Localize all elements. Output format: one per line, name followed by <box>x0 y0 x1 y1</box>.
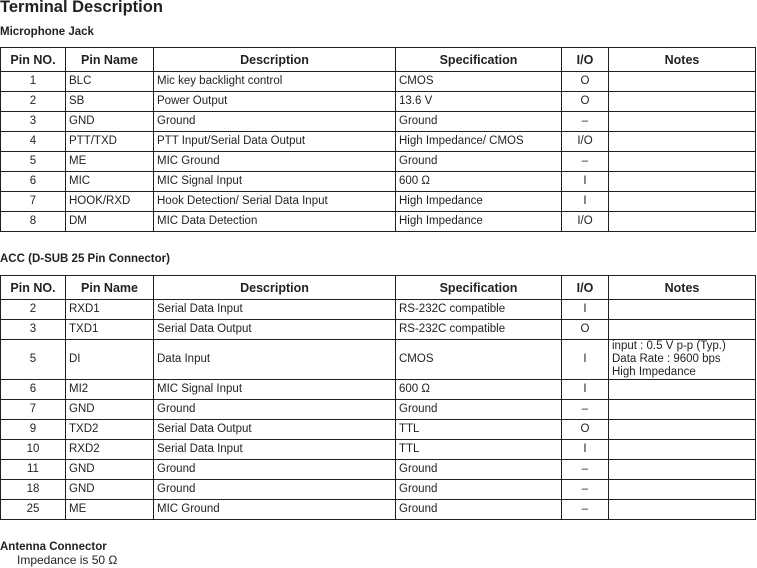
io-cell: O <box>562 320 609 340</box>
table-row <box>1 132 756 152</box>
pin-name-cell: GND <box>66 480 154 500</box>
section-label-microphone-jack: Microphone Jack <box>0 26 94 38</box>
note-line: Data Rate : 9600 bps <box>612 353 721 365</box>
header-specification: Specification <box>396 48 562 72</box>
description-cell: Ground <box>154 400 396 420</box>
pin-name-cell: RXD2 <box>66 440 154 460</box>
pin-no-cell: 11 <box>1 460 66 480</box>
table-row <box>1 320 756 340</box>
notes-cell <box>609 212 756 232</box>
header-description: Description <box>154 48 396 72</box>
table-row <box>1 300 756 320</box>
description-cell: Data Input <box>154 340 396 380</box>
table-header-row <box>1 276 756 300</box>
pin-name-cell: PTT/TXD <box>66 132 154 152</box>
io-cell: I <box>562 380 609 400</box>
pin-name-cell: ME <box>66 152 154 172</box>
note-line: input : 0.5 V p-p (Typ.) <box>612 340 726 352</box>
description-cell: Serial Data Output <box>154 420 396 440</box>
pin-name-cell: HOOK/RXD <box>66 192 154 212</box>
pin-name-cell: DM <box>66 212 154 232</box>
io-cell: I <box>562 192 609 212</box>
table-header-row <box>1 48 756 72</box>
table-row <box>1 460 756 480</box>
description-cell: MIC Data Detection <box>154 212 396 232</box>
specification-cell: RS-232C compatible <box>396 300 562 320</box>
specification-cell: TTL <box>396 440 562 460</box>
description-cell: Power Output <box>154 92 396 112</box>
table-row <box>1 480 756 500</box>
notes-cell <box>609 480 756 500</box>
notes-cell <box>609 420 756 440</box>
notes-cell <box>609 112 756 132</box>
pin-name-cell: BLC <box>66 72 154 92</box>
description-cell: Hook Detection/ Serial Data Input <box>154 192 396 212</box>
pin-name-cell: TXD1 <box>66 320 154 340</box>
io-cell: I/O <box>562 212 609 232</box>
specification-cell: 600 Ω <box>396 172 562 192</box>
notes-cell <box>609 132 756 152</box>
table-row <box>1 92 756 112</box>
io-cell: I/O <box>562 132 609 152</box>
description-cell: Mic key backlight control <box>154 72 396 92</box>
io-cell: – <box>562 500 609 520</box>
specification-cell: CMOS <box>396 340 562 380</box>
note-line: High Impedance <box>612 366 696 378</box>
table-row <box>1 420 756 440</box>
header-notes: Notes <box>609 276 756 300</box>
notes-cell <box>609 440 756 460</box>
table-row <box>1 400 756 420</box>
io-cell: I <box>562 340 609 380</box>
description-cell: PTT Input/Serial Data Output <box>154 132 396 152</box>
specification-cell: TTL <box>396 420 562 440</box>
io-cell: O <box>562 72 609 92</box>
pin-name-cell: TXD2 <box>66 420 154 440</box>
description-cell: MIC Ground <box>154 500 396 520</box>
table-row <box>1 212 756 232</box>
io-cell: O <box>562 420 609 440</box>
pin-no-cell: 18 <box>1 480 66 500</box>
notes-cell <box>609 400 756 420</box>
antenna-impedance-text: Impedance is 50 Ω <box>17 553 118 567</box>
pin-name-cell: ME <box>66 500 154 520</box>
notes-cell <box>609 460 756 480</box>
pin-name-cell: MI2 <box>66 380 154 400</box>
specification-cell: High Impedance/ CMOS <box>396 132 562 152</box>
table-row <box>1 380 756 400</box>
pin-no-cell: 5 <box>1 152 66 172</box>
header-description: Description <box>154 276 396 300</box>
notes-cell <box>609 340 756 380</box>
header-notes: Notes <box>609 48 756 72</box>
description-cell: Ground <box>154 460 396 480</box>
io-cell: I <box>562 440 609 460</box>
header-specification: Specification <box>396 276 562 300</box>
notes-cell <box>609 92 756 112</box>
specification-cell: CMOS <box>396 72 562 92</box>
specification-cell: RS-232C compatible <box>396 320 562 340</box>
pin-no-cell: 5 <box>1 340 66 380</box>
specification-cell: 13.6 V <box>396 92 562 112</box>
header-pin-no: Pin NO. <box>1 48 66 72</box>
pin-no-cell: 3 <box>1 112 66 132</box>
pin-name-cell: SB <box>66 92 154 112</box>
io-cell: – <box>562 152 609 172</box>
specification-cell: Ground <box>396 152 562 172</box>
header-io: I/O <box>562 276 609 300</box>
pin-name-cell: GND <box>66 400 154 420</box>
table-row <box>1 72 756 92</box>
pin-no-cell: 7 <box>1 192 66 212</box>
pin-name-cell: GND <box>66 460 154 480</box>
table-row <box>1 440 756 460</box>
specification-cell: Ground <box>396 500 562 520</box>
io-cell: – <box>562 400 609 420</box>
acc-connector-table <box>0 275 756 520</box>
antenna-connector-label: Antenna Connector <box>0 541 107 553</box>
pin-name-cell: DI <box>66 340 154 380</box>
specification-cell: Ground <box>396 400 562 420</box>
description-cell: Ground <box>154 480 396 500</box>
specification-cell: High Impedance <box>396 192 562 212</box>
description-cell: MIC Signal Input <box>154 172 396 192</box>
pin-no-cell: 3 <box>1 320 66 340</box>
pin-no-cell: 10 <box>1 440 66 460</box>
description-cell: MIC Signal Input <box>154 380 396 400</box>
header-pin-no: Pin NO. <box>1 276 66 300</box>
notes-cell <box>609 192 756 212</box>
description-cell: Ground <box>154 112 396 132</box>
specification-cell: High Impedance <box>396 212 562 232</box>
io-cell: O <box>562 92 609 112</box>
table-row <box>1 192 756 212</box>
pin-name-cell: MIC <box>66 172 154 192</box>
pin-name-cell: RXD1 <box>66 300 154 320</box>
io-cell: I <box>562 172 609 192</box>
table-row <box>1 112 756 132</box>
notes-cell <box>609 152 756 172</box>
pin-no-cell: 8 <box>1 212 66 232</box>
header-pin-name: Pin Name <box>66 48 154 72</box>
pin-no-cell: 1 <box>1 72 66 92</box>
description-cell: Serial Data Input <box>154 300 396 320</box>
notes-cell <box>609 72 756 92</box>
specification-cell: Ground <box>396 460 562 480</box>
io-cell: – <box>562 112 609 132</box>
notes-cell <box>609 500 756 520</box>
notes-cell <box>609 300 756 320</box>
io-cell: I <box>562 300 609 320</box>
specification-cell: Ground <box>396 480 562 500</box>
specification-cell: Ground <box>396 112 562 132</box>
page-title: Terminal Description <box>0 0 163 16</box>
pin-no-cell: 2 <box>1 92 66 112</box>
description-cell: Serial Data Input <box>154 440 396 460</box>
description-cell: MIC Ground <box>154 152 396 172</box>
pin-no-cell: 6 <box>1 172 66 192</box>
header-io: I/O <box>562 48 609 72</box>
notes-cell <box>609 320 756 340</box>
io-cell: – <box>562 460 609 480</box>
pin-no-cell: 2 <box>1 300 66 320</box>
specification-cell: 600 Ω <box>396 380 562 400</box>
pin-no-cell: 9 <box>1 420 66 440</box>
notes-cell <box>609 380 756 400</box>
microphone-jack-table <box>0 47 756 232</box>
table-row <box>1 340 756 380</box>
table-row <box>1 152 756 172</box>
description-cell: Serial Data Output <box>154 320 396 340</box>
pin-no-cell: 25 <box>1 500 66 520</box>
table-row <box>1 500 756 520</box>
notes-cell <box>609 172 756 192</box>
pin-no-cell: 7 <box>1 400 66 420</box>
section-label-acc: ACC (D-SUB 25 Pin Connector) <box>0 253 170 265</box>
table-row <box>1 172 756 192</box>
pin-name-cell: GND <box>66 112 154 132</box>
header-pin-name: Pin Name <box>66 276 154 300</box>
pin-no-cell: 4 <box>1 132 66 152</box>
io-cell: – <box>562 480 609 500</box>
pin-no-cell: 6 <box>1 380 66 400</box>
